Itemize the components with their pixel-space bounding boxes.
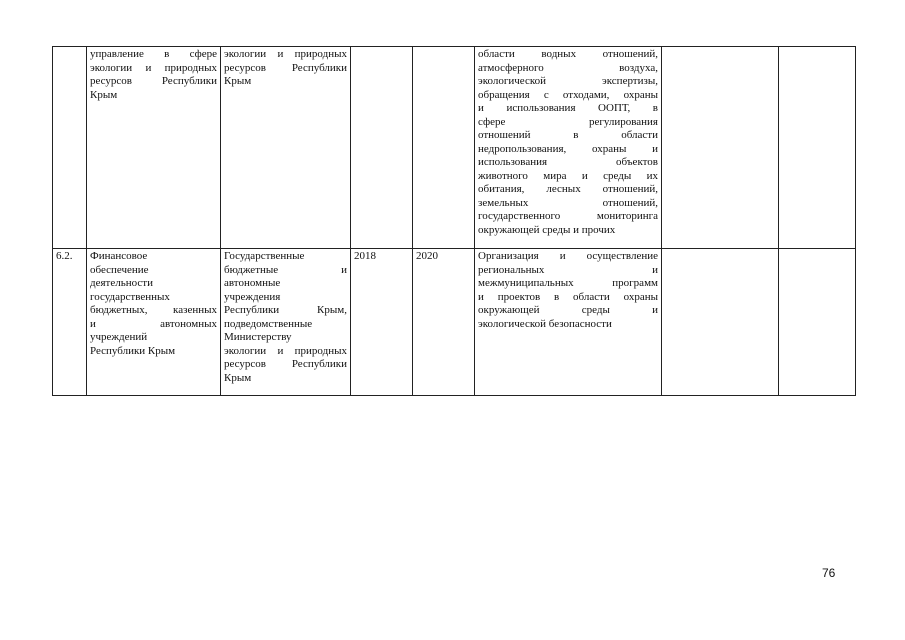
table-row — [53, 47, 856, 249]
cell-start-year — [351, 47, 413, 249]
cell-name: Финансовое обеспечение деятельности государственных бюджетных, казенных и автономных учреждений Республики Крым — [87, 249, 221, 396]
measures-table — [52, 46, 856, 396]
cell-executor: Государственные бюджетные и автономные учреждения Республики Крым, подведомственные Министерству экологии и природных ресурсов Республики Крым — [221, 249, 351, 396]
cell-number — [53, 47, 87, 249]
cell-result: Организация и осуществление региональных и межмуниципальных программ и проектов в области охраны окружающей среды и экологической безопасности — [475, 249, 662, 396]
cell-executor: экологии и природных ресурсов Республики Крым — [221, 47, 351, 249]
cell-name: управление в сфере экологии и природных ресурсов Республики Крым — [87, 47, 221, 249]
cell-result: области водных отношений, атмосферного воздуха, экологической экспертизы, обращения с отходами, охраны и использования ООПТ, в сфере регулирования отношений в области недропользования, охраны и использования объектов животного мира и среды их обитания, лесных отношений, земельных отношений, государственного мониторинга окружающей среды и прочих — [475, 47, 662, 249]
cell-number: 6.2. — [53, 249, 87, 396]
cell-start-year: 2018 — [351, 249, 413, 396]
page-number: 76 — [822, 566, 836, 580]
cell-col7 — [662, 249, 779, 396]
cell-col8 — [779, 249, 856, 396]
cell-col8 — [779, 47, 856, 249]
cell-col7 — [662, 47, 779, 249]
cell-end-year: 2020 — [413, 249, 475, 396]
table-row — [53, 249, 856, 396]
cell-end-year — [413, 47, 475, 249]
